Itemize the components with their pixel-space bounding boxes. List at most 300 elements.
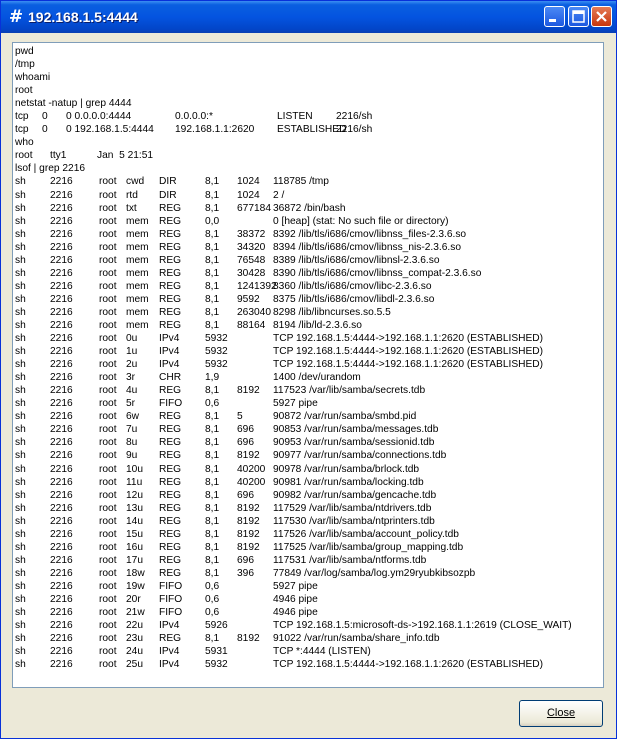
- terminal-cell: 8298 /lib/libncurses.so.5.5: [273, 306, 391, 318]
- terminal-cell: root: [99, 267, 117, 279]
- terminal-cell: 91022 /var/run/samba/share_info.tdb: [273, 633, 440, 645]
- terminal-cell: 2u: [126, 359, 138, 371]
- terminal-cell: root: [99, 554, 117, 566]
- terminal-cell: 10u: [126, 463, 143, 475]
- terminal-cell: sh: [15, 176, 26, 188]
- terminal-cell: root: [99, 528, 117, 540]
- terminal-cell: 8194 /lib/ld-2.3.6.so: [273, 319, 362, 331]
- terminal-cell: sh: [15, 306, 26, 318]
- terminal-cell: 8,1: [205, 280, 220, 292]
- terminal-cell: root: [99, 580, 117, 592]
- terminal-cell: root: [99, 333, 117, 345]
- terminal-cell: 2216: [50, 593, 73, 605]
- terminal-cell: 40200: [237, 463, 266, 475]
- terminal-cell: 2216: [50, 554, 73, 566]
- terminal-cell: root: [99, 189, 117, 201]
- terminal-cell: REG: [159, 424, 182, 436]
- terminal-cell: 1400 /dev/urandom: [273, 372, 361, 384]
- terminal-cell: 34320: [237, 241, 266, 253]
- terminal-cell: root: [99, 359, 117, 371]
- terminal-cell: root: [99, 372, 117, 384]
- terminal-cell: 2216: [50, 215, 73, 227]
- terminal-cell: 8192: [237, 541, 260, 553]
- terminal-cell: 2216: [50, 463, 73, 475]
- terminal-cell: 2216: [50, 567, 73, 579]
- terminal-cell: 22u: [126, 620, 143, 632]
- terminal-cell: root: [99, 463, 117, 475]
- terminal-cell: sh: [15, 528, 26, 540]
- terminal-cell: sh: [15, 319, 26, 331]
- terminal-cell: /tmp: [15, 59, 35, 71]
- terminal-cell: 2216: [50, 333, 73, 345]
- terminal-cell: 8,1: [205, 515, 220, 527]
- terminal-cell: txt: [126, 202, 137, 214]
- terminal-cell: root: [99, 215, 117, 227]
- terminal-cell: whoami: [15, 72, 51, 84]
- terminal-cell: IPv4: [159, 646, 180, 658]
- terminal-cell: 90953 /var/run/samba/sessionid.tdb: [273, 437, 435, 449]
- close-window-button[interactable]: [591, 6, 612, 27]
- terminal-cell: 25u: [126, 659, 143, 671]
- terminal-cell: 696: [237, 554, 254, 566]
- terminal-cell: 13u: [126, 502, 143, 514]
- terminal-output[interactable]: [12, 42, 604, 688]
- terminal-cell: root: [99, 607, 117, 619]
- terminal-cell: mem: [126, 319, 149, 331]
- terminal-cell: REG: [159, 228, 182, 240]
- terminal-cell: root: [99, 476, 117, 488]
- terminal-cell: 2216: [50, 646, 73, 658]
- terminal-cell: 2216: [50, 633, 73, 645]
- terminal-cell: 38372: [237, 228, 266, 240]
- terminal-cell: 90981 /var/run/samba/locking.tdb: [273, 476, 424, 488]
- terminal-cell: 2 /: [273, 189, 285, 201]
- terminal-cell: 677184: [237, 202, 271, 214]
- terminal-cell: TCP 192.168.1.5:4444->192.168.1.1:2620 (ESTABLISHED): [273, 359, 544, 371]
- terminal-cell: 2216: [50, 489, 73, 501]
- terminal-cell: 2216: [50, 372, 73, 384]
- terminal-cell: sh: [15, 646, 26, 658]
- terminal-cell: root: [15, 85, 33, 97]
- terminal-cell: root: [99, 319, 117, 331]
- terminal-cell: 8u: [126, 437, 138, 449]
- terminal-cell: 24u: [126, 646, 143, 658]
- terminal-cell: 8360 /lib/tls/i686/cmov/libc-2.3.6.so: [273, 280, 432, 292]
- terminal-cell: 696: [237, 489, 254, 501]
- terminal-cell: mem: [126, 306, 149, 318]
- terminal-cell: 2216: [50, 398, 73, 410]
- terminal-cell: 8,1: [205, 241, 220, 253]
- terminal-cell: REG: [159, 319, 182, 331]
- terminal-cell: 2216: [50, 241, 73, 253]
- terminal-cell: sh: [15, 607, 26, 619]
- terminal-cell: 8,1: [205, 567, 220, 579]
- terminal-cell: 117526 /var/lib/samba/account_policy.tdb: [273, 528, 459, 540]
- minimize-button[interactable]: [544, 6, 565, 27]
- terminal-cell: 15u: [126, 528, 143, 540]
- terminal-cell: DIR: [159, 176, 177, 188]
- terminal-cell: REG: [159, 528, 182, 540]
- terminal-cell: 5932: [205, 333, 228, 345]
- terminal-cell: 117523 /var/lib/samba/secrets.tdb: [273, 385, 426, 397]
- terminal-cell: 8389 /lib/tls/i686/cmov/libnsl-2.3.6.so: [273, 254, 440, 266]
- terminal-cell: 1024: [237, 176, 260, 188]
- terminal-cell: 8,1: [205, 554, 220, 566]
- terminal-cell: 23u: [126, 633, 143, 645]
- terminal-cell: 4946 pipe: [273, 593, 318, 605]
- terminal-cell: 16u: [126, 541, 143, 553]
- terminal-cell: FIFO: [159, 593, 183, 605]
- terminal-cell: mem: [126, 228, 149, 240]
- terminal-cell: 2216: [50, 580, 73, 592]
- terminal-cell: 8,1: [205, 502, 220, 514]
- terminal-cell: REG: [159, 554, 182, 566]
- terminal-cell: mem: [126, 293, 149, 305]
- terminal-cell: 0 192.168.1.5:4444: [66, 124, 154, 136]
- terminal-cell: 8,1: [205, 176, 220, 188]
- terminal-cell: FIFO: [159, 580, 183, 592]
- terminal-cell: root: [99, 241, 117, 253]
- terminal-cell: sh: [15, 346, 26, 358]
- terminal-cell: 2216: [50, 476, 73, 488]
- terminal-cell: root: [99, 633, 117, 645]
- terminal-cell: REG: [159, 306, 182, 318]
- terminal-cell: 8,1: [205, 450, 220, 462]
- terminal-cell: 0: [42, 124, 48, 136]
- terminal-cell: 117531 /var/lib/samba/ntforms.tdb: [273, 554, 427, 566]
- terminal-cell: 396: [237, 567, 254, 579]
- terminal-cell: 1,9: [205, 372, 220, 384]
- terminal-cell: root: [99, 346, 117, 358]
- terminal-cell: sh: [15, 502, 26, 514]
- terminal-cell: tcp: [15, 111, 29, 123]
- terminal-cell: 8,1: [205, 437, 220, 449]
- terminal-cell: 2216: [50, 515, 73, 527]
- terminal-cell: 2216: [50, 502, 73, 514]
- terminal-cell: 12u: [126, 489, 143, 501]
- terminal-cell: 4u: [126, 385, 138, 397]
- terminal-cell: REG: [159, 215, 182, 227]
- terminal-cell: 5932: [205, 346, 228, 358]
- terminal-cell: 2216/sh: [336, 111, 373, 123]
- terminal-cell: REG: [159, 385, 182, 397]
- maximize-button[interactable]: [568, 6, 589, 27]
- terminal-cell: root: [99, 280, 117, 292]
- terminal-cell: 18w: [126, 567, 145, 579]
- terminal-cell: sh: [15, 593, 26, 605]
- terminal-cell: sh: [15, 333, 26, 345]
- terminal-cell: 2216: [50, 607, 73, 619]
- terminal-cell: 0 [heap] (stat: No such file or directory): [273, 215, 449, 227]
- terminal-cell: 2216: [50, 202, 73, 214]
- terminal-cell: 2216: [50, 659, 73, 671]
- terminal-cell: REG: [159, 476, 182, 488]
- terminal-cell: 5926: [205, 620, 228, 632]
- terminal-cell: 5931: [205, 646, 228, 658]
- terminal-cell: REG: [159, 437, 182, 449]
- terminal-cell: 77849 /var/log/samba/log.ym29ryubkibsozpb: [273, 567, 476, 579]
- terminal-cell: 17u: [126, 554, 143, 566]
- terminal-cell: 263040: [237, 306, 271, 318]
- terminal-cell: 0,6: [205, 398, 220, 410]
- terminal-cell: 8,1: [205, 541, 220, 553]
- terminal-cell: tty1: [50, 150, 67, 162]
- terminal-cell: root: [99, 646, 117, 658]
- window-hash-icon: #: [8, 7, 24, 27]
- terminal-cell: root: [99, 489, 117, 501]
- terminal-cell: REG: [159, 450, 182, 462]
- terminal-cell: 8192: [237, 502, 260, 514]
- terminal-cell: sh: [15, 254, 26, 266]
- terminal-cell: rtd: [126, 189, 138, 201]
- terminal-cell: root: [99, 515, 117, 527]
- terminal-cell: 2216/sh: [336, 124, 373, 136]
- terminal-cell: 8,1: [205, 633, 220, 645]
- terminal-cell: 36872 /bin/bash: [273, 202, 346, 214]
- terminal-cell: mem: [126, 241, 149, 253]
- terminal-cell: 2216: [50, 189, 73, 201]
- terminal-cell: 20r: [126, 593, 141, 605]
- terminal-cell: REG: [159, 502, 182, 514]
- terminal-cell: sh: [15, 241, 26, 253]
- terminal-cell: 2216: [50, 346, 73, 358]
- terminal-cell: sh: [15, 554, 26, 566]
- terminal-cell: 9u: [126, 450, 138, 462]
- terminal-cell: LISTEN: [277, 111, 313, 123]
- terminal-cell: Jan 5 21:51: [97, 150, 154, 162]
- terminal-cell: IPv4: [159, 659, 180, 671]
- terminal-cell: root: [99, 228, 117, 240]
- terminal-cell: 8,1: [205, 463, 220, 475]
- terminal-cell: 14u: [126, 515, 143, 527]
- terminal-cell: sh: [15, 411, 26, 423]
- terminal-cell: 76548: [237, 254, 266, 266]
- terminal-cell: root: [99, 541, 117, 553]
- terminal-cell: 118785 /tmp: [273, 176, 329, 188]
- terminal-cell: sh: [15, 372, 26, 384]
- terminal-cell: 5: [237, 411, 243, 423]
- terminal-cell: pwd: [15, 46, 34, 57]
- terminal-cell: sh: [15, 280, 26, 292]
- terminal-cell: REG: [159, 633, 182, 645]
- terminal-cell: 2216: [50, 620, 73, 632]
- terminal-cell: 8,1: [205, 254, 220, 266]
- terminal-cell: 0,6: [205, 593, 220, 605]
- terminal-cell: root: [99, 398, 117, 410]
- terminal-cell: root: [99, 385, 117, 397]
- terminal-cell: root: [99, 424, 117, 436]
- terminal-cell: REG: [159, 515, 182, 527]
- terminal-cell: mem: [126, 254, 149, 266]
- terminal-cell: TCP 192.168.1.5:4444->192.168.1.1:2620 (ESTABLISHED): [273, 346, 544, 358]
- terminal-cell: sh: [15, 228, 26, 240]
- terminal-cell: 2216: [50, 541, 73, 553]
- terminal-cell: netstat -natup | grep 4444: [15, 98, 132, 110]
- terminal-cell: 6w: [126, 411, 140, 423]
- terminal-cell: sh: [15, 189, 26, 201]
- terminal-cell: 2216: [50, 450, 73, 462]
- terminal-cell: 8,1: [205, 202, 220, 214]
- terminal-cell: 11u: [126, 476, 143, 488]
- terminal-cell: root: [99, 411, 117, 423]
- terminal-cell: sh: [15, 620, 26, 632]
- terminal-cell: 5932: [205, 359, 228, 371]
- close-button[interactable]: Close: [519, 700, 603, 727]
- terminal-cell: root: [99, 306, 117, 318]
- terminal-cell: 0 0.0.0.0:4444: [66, 111, 132, 123]
- terminal-cell: 19w: [126, 580, 145, 592]
- maximize-icon: [569, 7, 588, 26]
- terminal-cell: 2216: [50, 424, 73, 436]
- terminal-cell: 5r: [126, 398, 136, 410]
- terminal-cell: 2216: [50, 293, 73, 305]
- terminal-cell: ESTABLISHED: [277, 124, 347, 136]
- terminal-cell: 0,6: [205, 607, 220, 619]
- terminal-cell: 2216: [50, 385, 73, 397]
- terminal-cell: TCP 192.168.1.5:microsoft-ds->192.168.1.1:2619 (CLOSE_WAIT): [273, 620, 572, 632]
- terminal-cell: 88164: [237, 319, 266, 331]
- terminal-cell: 90978 /var/run/samba/brlock.tdb: [273, 463, 420, 475]
- terminal-cell: REG: [159, 541, 182, 553]
- terminal-cell: REG: [159, 267, 182, 279]
- terminal-cell: 5927 pipe: [273, 398, 318, 410]
- terminal-cell: mem: [126, 280, 149, 292]
- terminal-cell: 2216: [50, 176, 73, 188]
- terminal-cell: lsof | grep 2216: [15, 163, 86, 175]
- title-bar[interactable]: [1, 1, 616, 33]
- terminal-cell: sh: [15, 385, 26, 397]
- terminal-cell: sh: [15, 398, 26, 410]
- terminal-cell: IPv4: [159, 333, 180, 345]
- terminal-cell: root: [99, 593, 117, 605]
- terminal-cell: 90853 /var/run/samba/messages.tdb: [273, 424, 439, 436]
- terminal-cell: IPv4: [159, 620, 180, 632]
- terminal-cell: sh: [15, 202, 26, 214]
- terminal-cell: sh: [15, 437, 26, 449]
- terminal-cell: 2216: [50, 319, 73, 331]
- terminal-cell: 2216: [50, 280, 73, 292]
- terminal-cell: sh: [15, 515, 26, 527]
- terminal-cell: 8192: [237, 385, 260, 397]
- terminal-cell: 3r: [126, 372, 136, 384]
- terminal-cell: FIFO: [159, 607, 183, 619]
- minimize-icon: [545, 7, 564, 26]
- terminal-cell: 117530 /var/lib/samba/ntprinters.tdb: [273, 515, 435, 527]
- terminal-cell: root: [99, 293, 117, 305]
- terminal-cell: TCP 192.168.1.5:4444->192.168.1.1:2620 (ESTABLISHED): [273, 333, 544, 345]
- terminal-cell: tcp: [15, 124, 29, 136]
- terminal-cell: REG: [159, 489, 182, 501]
- terminal-cell: 8375 /lib/tls/i686/cmov/libdl-2.3.6.so: [273, 293, 435, 305]
- terminal-cell: root: [99, 437, 117, 449]
- terminal-cell: 8392 /lib/tls/i686/cmov/libnss_files-2.3.6.so: [273, 228, 467, 240]
- terminal-cell: 8192: [237, 633, 260, 645]
- terminal-cell: root: [99, 567, 117, 579]
- terminal-cell: root: [99, 450, 117, 462]
- terminal-cell: 8,1: [205, 424, 220, 436]
- terminal-cell: 8,1: [205, 385, 220, 397]
- terminal-cell: 30428: [237, 267, 266, 279]
- terminal-cell: sh: [15, 463, 26, 475]
- terminal-cell: REG: [159, 567, 182, 579]
- terminal-cell: 0: [42, 111, 48, 123]
- terminal-cell: root: [99, 202, 117, 214]
- terminal-cell: mem: [126, 267, 149, 279]
- terminal-cell: REG: [159, 463, 182, 475]
- terminal-cell: TCP *:4444 (LISTEN): [273, 646, 371, 658]
- terminal-cell: 2216: [50, 359, 73, 371]
- terminal-cell: sh: [15, 476, 26, 488]
- terminal-cell: 0,6: [205, 580, 220, 592]
- terminal-cell: 8,1: [205, 528, 220, 540]
- terminal-cell: 5932: [205, 659, 228, 671]
- terminal-cell: sh: [15, 293, 26, 305]
- terminal-cell: sh: [15, 489, 26, 501]
- terminal-cell: 8390 /lib/tls/i686/cmov/libnss_compat-2.3.6.so: [273, 267, 482, 279]
- terminal-cell: IPv4: [159, 359, 180, 371]
- terminal-cell: 8,1: [205, 293, 220, 305]
- terminal-cell: FIFO: [159, 398, 183, 410]
- terminal-cell: sh: [15, 424, 26, 436]
- terminal-cell: 40200: [237, 476, 266, 488]
- terminal-cell: 117525 /var/lib/samba/group_mapping.tdb: [273, 541, 464, 553]
- terminal-cell: root: [99, 659, 117, 671]
- terminal-cell: REG: [159, 241, 182, 253]
- terminal-cell: 2216: [50, 267, 73, 279]
- terminal-cell: 90977 /var/run/samba/connections.tdb: [273, 450, 447, 462]
- terminal-cell: 0u: [126, 333, 138, 345]
- terminal-cell: 8192: [237, 515, 260, 527]
- terminal-cell: sh: [15, 580, 26, 592]
- terminal-cell: 90982 /var/run/samba/gencache.tdb: [273, 489, 437, 501]
- window-title: 192.168.1.5:4444: [28, 9, 138, 25]
- terminal-cell: 8,1: [205, 189, 220, 201]
- terminal-cell: who: [15, 137, 34, 149]
- close-icon: [592, 7, 611, 26]
- terminal-cell: 5927 pipe: [273, 580, 318, 592]
- terminal-cell: 117529 /var/lib/samba/ntdrivers.tdb: [273, 502, 432, 514]
- terminal-cell: sh: [15, 215, 26, 227]
- terminal-cell: 0.0.0.0:*: [175, 111, 213, 123]
- terminal-cell: mem: [126, 215, 149, 227]
- terminal-cell: 1241392: [237, 280, 277, 292]
- terminal-cell: 2216: [50, 306, 73, 318]
- terminal-cell: 696: [237, 424, 254, 436]
- terminal-cell: 8,1: [205, 306, 220, 318]
- terminal-cell: root: [99, 502, 117, 514]
- terminal-cell: sh: [15, 541, 26, 553]
- terminal-cell: 696: [237, 437, 254, 449]
- terminal-cell: 9592: [237, 293, 260, 305]
- terminal-cell: TCP 192.168.1.5:4444->192.168.1.1:2620 (ESTABLISHED): [273, 659, 544, 671]
- terminal-cell: 8,1: [205, 267, 220, 279]
- terminal-cell: IPv4: [159, 346, 180, 358]
- terminal-cell: 8192: [237, 450, 260, 462]
- terminal-cell: DIR: [159, 189, 177, 201]
- terminal-cell: 8,1: [205, 319, 220, 331]
- terminal-cell: 2216: [50, 228, 73, 240]
- terminal-cell: CHR: [159, 372, 182, 384]
- terminal-cell: 1024: [237, 189, 260, 201]
- terminal-cell: 0,0: [205, 215, 220, 227]
- terminal-cell: root: [99, 254, 117, 266]
- terminal-cell: 1u: [126, 346, 138, 358]
- terminal-cell: 2216: [50, 528, 73, 540]
- terminal-cell: REG: [159, 254, 182, 266]
- terminal-cell: 2216: [50, 254, 73, 266]
- terminal-cell: 7u: [126, 424, 138, 436]
- terminal-cell: root: [99, 176, 117, 188]
